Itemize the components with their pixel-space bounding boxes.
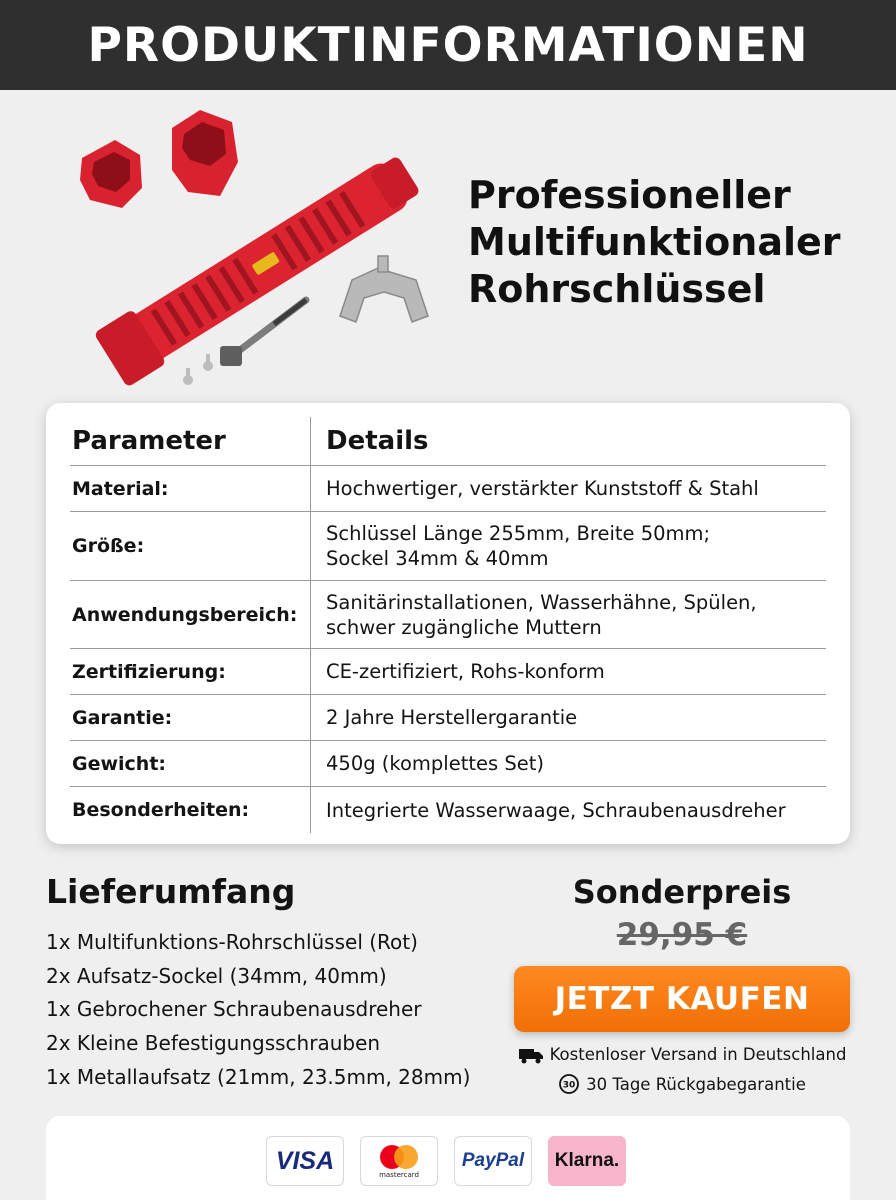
mastercard-logo bbox=[360, 1136, 438, 1186]
small-screws bbox=[183, 354, 213, 385]
spec-table bbox=[70, 417, 826, 833]
old-price: 29,95 € bbox=[616, 917, 748, 953]
scope-title: Lieferumfang bbox=[46, 872, 296, 911]
price-label: Sonderpreis bbox=[572, 873, 792, 911]
row-details: Integrierte Wasserwaage, Schraubenausdreher bbox=[310, 787, 826, 833]
row-param: Garantie: bbox=[72, 706, 173, 729]
row-param: Anwendungsbereich: bbox=[72, 603, 298, 626]
table-row bbox=[70, 512, 826, 581]
header-parameter: Parameter bbox=[72, 426, 226, 456]
page-title: PRODUKTINFORMATIONEN bbox=[87, 17, 809, 73]
product-image bbox=[60, 100, 460, 400]
row-details: 450g (komplettes Set) bbox=[310, 741, 826, 786]
buy-now-button[interactable]: JETZT KAUFEN bbox=[514, 966, 850, 1032]
list-item: 1x Gebrochener Schraubenausdreher bbox=[46, 997, 422, 1022]
payment-methods bbox=[46, 1116, 850, 1200]
row-param: Besonderheiten: bbox=[72, 799, 250, 821]
header-bar bbox=[0, 0, 896, 90]
row-details: Schlüssel Länge 255mm, Breite 50mm; Sockel 34mm & 40mm bbox=[310, 512, 826, 580]
return-30-icon bbox=[558, 1073, 580, 1095]
row-details: 2 Jahre Herstellergarantie bbox=[310, 695, 826, 740]
metal-attachment bbox=[340, 256, 428, 322]
socket-small bbox=[80, 140, 142, 208]
return-text: 30 Tage Rückgabegarantie bbox=[586, 1074, 806, 1094]
visa-logo: VISA bbox=[266, 1136, 344, 1186]
svg-text:30: 30 bbox=[562, 1080, 576, 1091]
table-row bbox=[70, 787, 826, 833]
socket-large bbox=[172, 110, 238, 196]
shipping-text: Kostenloser Versand in Deutschland bbox=[549, 1045, 847, 1064]
row-param: Gewicht: bbox=[72, 752, 167, 775]
product-title-line: Professioneller bbox=[468, 173, 791, 217]
mastercard-text: mastercard bbox=[379, 1170, 419, 1179]
row-param: Zertifizierung: bbox=[72, 660, 226, 683]
mastercard-circles-icon bbox=[377, 1144, 421, 1170]
spec-table-card bbox=[46, 403, 850, 844]
table-header-row bbox=[70, 417, 826, 466]
product-title-line: Multifunktionaler bbox=[468, 220, 841, 264]
row-param: Material: bbox=[72, 477, 169, 500]
table-row bbox=[70, 695, 826, 741]
header-details: Details bbox=[310, 417, 826, 465]
klarna-logo: Klarna. bbox=[548, 1136, 626, 1186]
row-details: Hochwertiger, verstärkter Kunststoff & Stahl bbox=[310, 466, 826, 511]
table-row bbox=[70, 649, 826, 695]
product-title-line: Rohrschlüssel bbox=[468, 267, 766, 311]
table-row bbox=[70, 466, 826, 512]
table-row bbox=[70, 581, 826, 649]
return-info bbox=[504, 1073, 860, 1095]
row-details: CE-zertifiziert, Rohs-konform bbox=[310, 649, 826, 694]
shipping-info bbox=[504, 1045, 860, 1064]
truck-icon bbox=[518, 1046, 544, 1064]
product-title bbox=[468, 172, 888, 313]
list-item: 1x Multifunktions-Rohrschlüssel (Rot) bbox=[46, 930, 418, 954]
paypal-logo: PayPal bbox=[454, 1136, 532, 1186]
list-item: 1x Metallaufsatz (21mm, 23.5mm, 28mm) bbox=[46, 1064, 471, 1089]
row-details: Sanitärinstallationen, Wasserhähne, Spülen, schwer zugängliche Muttern bbox=[310, 581, 826, 648]
wrench-body bbox=[94, 147, 426, 388]
scope-list bbox=[46, 926, 470, 1095]
row-param: Größe: bbox=[72, 535, 145, 557]
list-item: 2x Aufsatz-Sockel (34mm, 40mm) bbox=[46, 963, 387, 988]
list-item: 2x Kleine Befestigungsschrauben bbox=[46, 1031, 381, 1056]
table-row bbox=[70, 741, 826, 787]
